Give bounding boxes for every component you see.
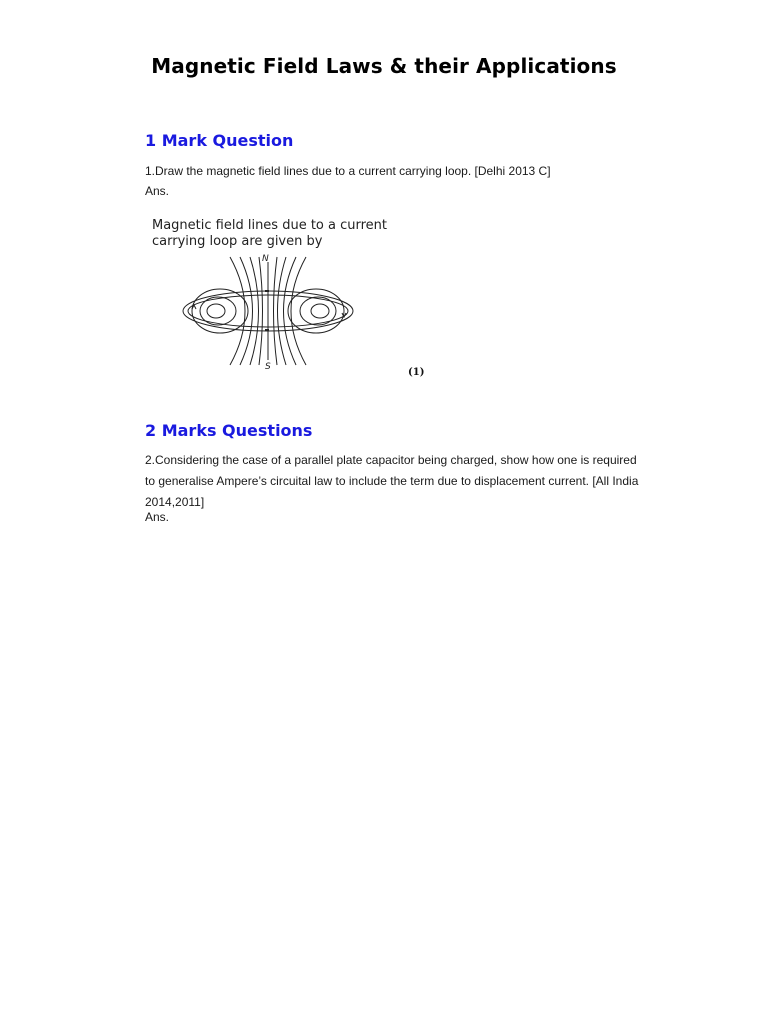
document-title: Magnetic Field Laws & their Applications xyxy=(151,54,617,78)
field-line-right-4 xyxy=(274,257,278,365)
section-heading-2-marks: 2 Marks Questions xyxy=(145,421,313,440)
field-ring-right-inner xyxy=(311,304,329,318)
magnetic-field-loop-figure xyxy=(145,212,435,387)
field-line-right-3 xyxy=(278,257,287,365)
section-heading-1-mark: 1 Mark Question xyxy=(145,131,294,150)
field-line-left-1 xyxy=(230,257,245,365)
pole-label-north: N xyxy=(262,254,269,264)
field-line-right-2 xyxy=(284,257,297,365)
field-ring-left-mid xyxy=(200,297,236,325)
answer-1-label: Ans. xyxy=(145,184,170,198)
field-ring-right-mid xyxy=(300,297,336,325)
answer-2-label: Ans. xyxy=(145,510,170,524)
field-line-right-1 xyxy=(291,257,306,365)
field-line-left-4 xyxy=(259,257,263,365)
question-2-text: 2.Considering the case of a parallel plate capacitor being charged, show how one is required to generalise Ampere’s circuital law to include the term due to displacement current. [All India 2014,2011] xyxy=(145,453,639,509)
pole-label-south: S xyxy=(265,362,271,372)
field-line-left-3 xyxy=(250,257,259,365)
question-1-text: 1.Draw the magnetic field lines due to a current carrying loop. [Delhi 2013 C] xyxy=(145,164,551,178)
field-line-left-2 xyxy=(240,257,253,365)
figure-caption: Magnetic field lines due to a current carrying loop are given by xyxy=(152,218,388,249)
field-ring-left-inner xyxy=(207,304,225,318)
figure-marks-label: (1) xyxy=(408,367,425,378)
